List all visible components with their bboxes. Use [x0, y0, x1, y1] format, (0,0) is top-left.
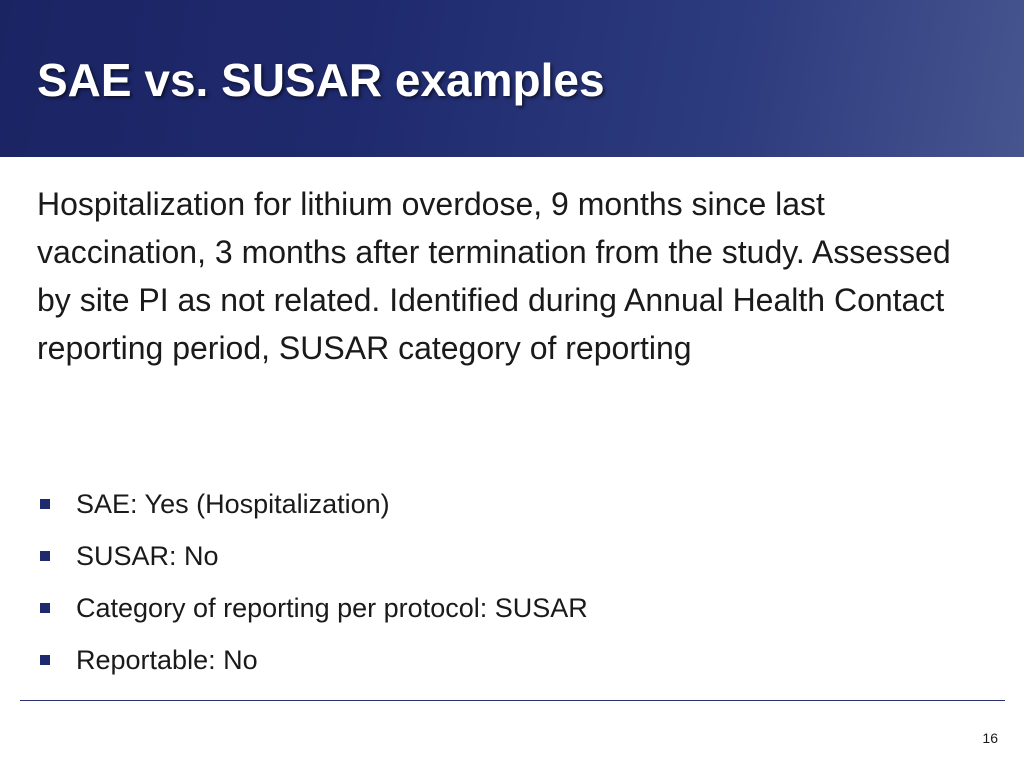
bullet-item	[40, 478, 588, 530]
bullet-item	[40, 582, 588, 634]
slide-title: SAE vs. SUSAR examples	[37, 54, 605, 106]
bullet-list	[40, 478, 588, 686]
bullet-text: Category of reporting per protocol: SUSAR	[76, 592, 588, 623]
square-bullet-icon	[40, 551, 50, 561]
bullet-text: SUSAR: No	[76, 540, 219, 571]
page-number: 16	[982, 730, 998, 746]
bullet-item	[40, 530, 588, 582]
title-banner	[0, 0, 1024, 157]
square-bullet-icon	[40, 603, 50, 613]
bullet-text: SAE: Yes (Hospitalization)	[76, 488, 390, 519]
footer-divider	[20, 700, 1005, 701]
body-paragraph: Hospitalization for lithium overdose, 9 months since last vaccination, 3 months after termination from the study. Assessed by site PI as not related. Identified during Annual Health Contact reporting period, SUSAR category of reporting	[37, 186, 951, 366]
bullet-text: Reportable: No	[76, 644, 258, 675]
bullet-item	[40, 634, 588, 686]
square-bullet-icon	[40, 655, 50, 665]
square-bullet-icon	[40, 499, 50, 509]
